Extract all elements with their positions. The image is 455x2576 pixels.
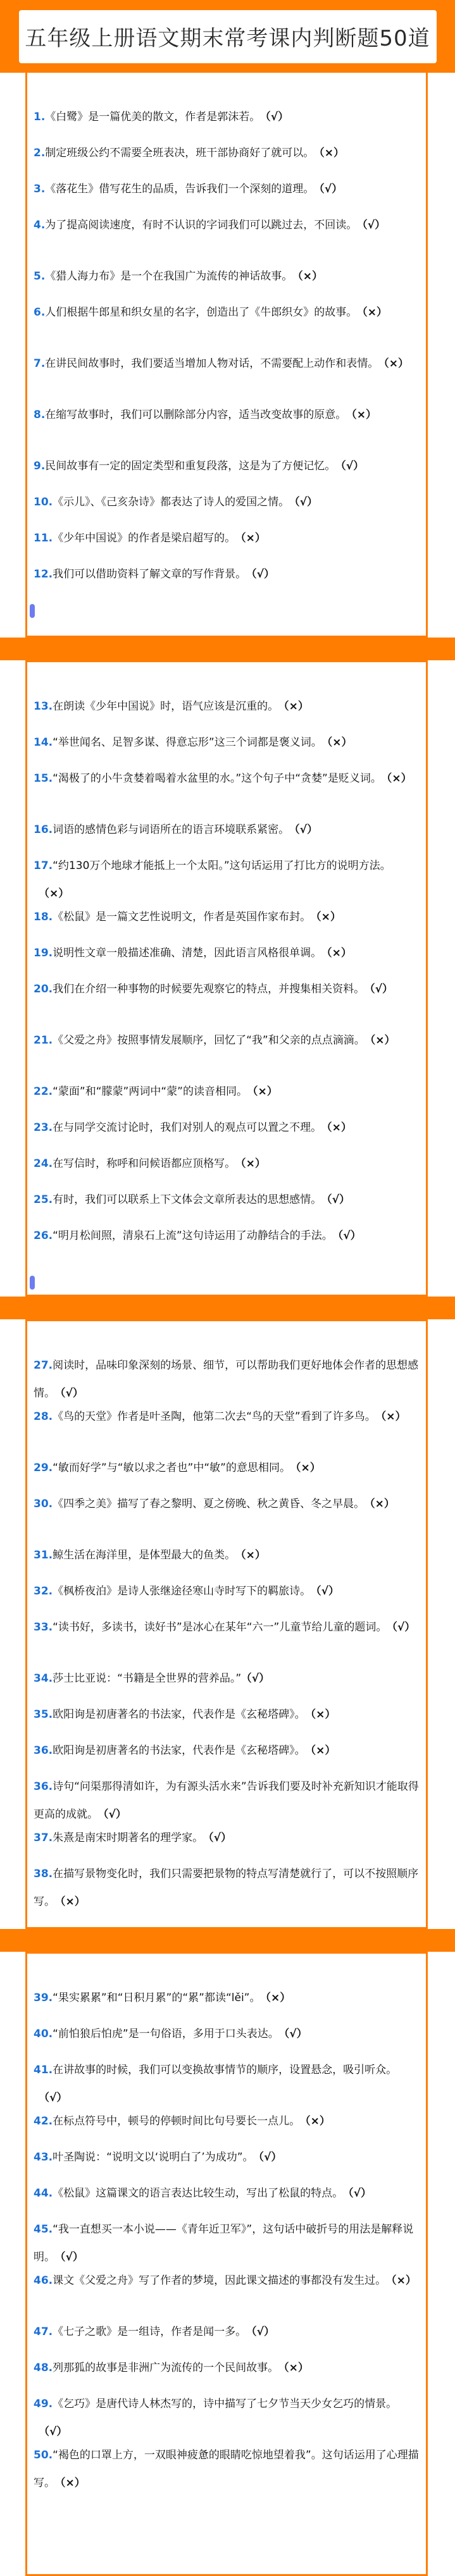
question-number: 15. [34,772,53,785]
question-item [34,1701,420,1729]
question-number: 24. [34,1157,53,1170]
answer-mark: （√） [39,2092,68,2104]
question-text: 《枫桥夜泊》是诗人张继途径寒山寺时写下的羁旅诗。 [53,1585,311,1598]
bullet-marker [30,1276,35,1290]
question-item [34,452,420,480]
answer-mark: （×） [370,1034,396,1047]
question-item [34,903,420,931]
question-text: 词语的感情色彩与词语所在的语言环境联系紧密。 [53,823,290,836]
question-text: 莎士比亚说：“书籍是全世界的营养品。” [53,1672,242,1685]
question-text: “约130万个地球才能抵上一个太阳。”这句话运用了打比方的说明方法。 [53,860,391,872]
question-number: 12. [34,568,53,581]
question-item [34,1222,420,1250]
question-item [34,2215,420,2271]
question-number: 11. [34,532,53,545]
question-number: 50. [34,2449,53,2462]
question-text: 说明性文章一般描述准确、清楚，因此语言风格很单调。 [53,947,322,959]
question-item [34,2318,420,2346]
answer-mark: （×） [252,1085,278,1098]
separator-band [0,1929,455,1952]
question-text: 在缩写故事时，我们可以删除部分内容，适当改变故事的原意。 [45,409,347,421]
question-text: “我一直想买一本小说——《青年近卫军》”，这句话中破折号的用法是解释说明。 [34,2223,414,2264]
question-number: 19. [34,947,53,959]
question-text: 《父爱之舟》按照事情发展顺序，回忆了“我”和父亲的点点滴滴。 [53,1034,365,1047]
question-item [34,1737,420,1765]
answer-mark: （×） [284,2362,309,2374]
question-item [34,350,420,378]
answer-mark: （×） [391,2274,416,2287]
question-text: 《落花生》借写花生的品质，告诉我们一个深刻的道理。 [45,183,315,195]
question-text: 《四季之美》描写了春之黎明、夏之傍晚、秋之黄昏、冬之早晨。 [53,1498,365,1510]
question-number: 26. [34,1229,53,1242]
answer-mark: （√） [319,183,343,195]
question-number: 23. [34,1121,53,1134]
answer-mark: （√） [362,219,386,231]
answer-mark: （×） [305,2115,330,2128]
question-item [34,1078,420,1106]
answer-mark: （×） [370,1498,395,1510]
question-text: 《示儿》、《己亥杂诗》都表达了诗人的爱国之情。 [53,496,290,508]
answer-mark: （×） [351,409,377,421]
answer-mark: （√） [294,823,318,836]
question-number: 18. [34,911,53,923]
question-number: 7. [34,357,46,370]
question-item [34,693,420,720]
answer-mark: （√） [258,2151,282,2164]
question-number: 31. [34,1549,53,1562]
question-number: 27. [34,1359,53,1372]
question-item [34,1403,420,1431]
question-number: 5. [34,270,46,283]
question-number: 40. [34,2028,53,2040]
question-number: 36. [34,1744,53,1757]
question-item [34,401,420,429]
question-number: 36. [34,1780,53,1793]
answer-mark: （×） [383,357,409,370]
answer-mark: （×） [327,1121,352,1134]
question-item [34,2441,420,2497]
question-number: 32. [34,1585,53,1598]
question-item [34,262,420,290]
question-item [34,1577,420,1605]
question-text: 在描写景物变化时，我们只需要把景物的特点写清楚就行了，可以不按照顺序写。 [34,1868,419,1908]
question-item [34,2020,420,2048]
answer-mark: （√） [60,1387,84,1400]
answer-mark: （×） [284,700,309,713]
answer-mark: （√） [340,460,365,472]
question-text: “蒙面”和“朦蒙”两词中“蒙”的读音相同。 [53,1085,247,1098]
question-text: 在与同学交流讨论时，我们对别人的观点可以置之不理。 [53,1121,322,1134]
answer-mark: （×） [39,887,70,900]
question-number: 2. [34,147,46,159]
question-item [34,1613,420,1641]
question-number: 29. [34,1462,53,1474]
question-text: 在讲民间故事时，我们要适当增加人物对话，不需要配上动作和表情。 [45,357,379,370]
answer-mark: （×） [319,147,345,159]
question-text: 制定班级公约不需要全班表决，班干部协商好了就可以。 [45,147,315,159]
question-item [34,1454,420,1482]
question-item [34,1665,420,1692]
question-section-1 [25,73,428,638]
answer-mark: （×） [380,1410,406,1423]
answer-mark: （×） [265,1992,291,2004]
answer-mark: （√） [246,1672,270,1685]
question-item [34,765,420,792]
question-text: 叶圣陶说：“说明文以‘说明白了’为成功”。 [53,2151,254,2164]
question-item [34,2107,420,2135]
question-number: 34. [34,1672,53,1685]
question-number: 46. [34,2274,53,2287]
question-number: 17. [34,860,53,872]
question-number: 14. [34,736,53,749]
answer-mark: （×） [362,306,388,319]
question-item [34,1984,420,2012]
question-text: “举世闻名、足智多谋、得意忘形”这三个词都是褒义词。 [53,736,322,749]
question-item [34,816,420,844]
question-number: 4. [34,219,46,231]
question-number: 3. [34,183,46,195]
question-text: 为了提高阅读速度，有时不认识的字词我们可以跳过去，不回读。 [45,219,358,231]
question-item [34,2354,420,2382]
answer-mark: （×） [327,736,352,749]
question-text: 列那狐的故事是非洲广为流传的一个民间故事。 [53,2362,279,2374]
question-number: 44. [34,2187,53,2200]
question-text: “褐色的口罩上方，一双眼神疲惫的眼睛吃惊地望着我”。这句话运用了心理描写。 [34,2449,419,2489]
question-text: 欧阳询是初唐著名的书法家，代表作是《玄秘塔碑》。 [53,1744,306,1757]
question-number: 48. [34,2362,53,2374]
question-text: “读书好，多读书，读好书”是冰心在某年“六一”儿童节给儿童的题词。 [53,1621,387,1634]
question-item [34,2390,420,2446]
question-text: 《乞巧》是唐代诗人林杰写的，诗中描写了七夕节当天少女乞巧的情景。 [53,2398,397,2410]
answer-mark: （√） [392,1621,416,1634]
question-item [34,1860,420,1916]
question-number: 38. [34,1868,53,1880]
question-number: 21. [34,1034,53,1047]
question-text: 在写信时，称呼和问候语都应顶格写。 [53,1157,236,1170]
question-text: “明月松间照，清泉石上流”这句诗运用了动静结合的手法。 [53,1229,333,1242]
answer-mark: （×） [316,911,341,923]
question-item [34,1186,420,1214]
bullet-marker [30,604,35,618]
answer-mark: （√） [327,1193,350,1206]
answer-mark: （√） [337,1229,361,1242]
answer-mark: （√） [103,1808,127,1821]
answer-mark: （×） [240,532,266,545]
question-text: 欧阳询是初唐著名的书法家，代表作是《玄秘塔碑》。 [53,1708,306,1721]
question-number: 16. [34,823,53,836]
question-text: 民间故事有一定的固定类型和重复段落，这是为了方便记忆。 [45,460,336,472]
question-item [34,2179,420,2207]
separator-band [0,1297,455,1319]
question-text: 诗句“问渠那得清如许，为有源头活水来”告诉我们要及时补充新知识才能取得更高的成就。 [34,1780,419,1821]
question-text: 人们根据牛郎星和织女星的名字，创造出了《牛郎织女》的故事。 [45,306,358,319]
question-number: 6. [34,306,46,319]
question-text: “前怕狼后怕虎”是一句俗语，多用于口头表达。 [53,2028,279,2040]
question-text: 《猎人海力布》是一个在我国广为流传的神话故事。 [45,270,293,283]
question-item [34,139,420,167]
question-item [34,211,420,239]
question-number: 45. [34,2223,53,2236]
answer-mark: （×） [310,1744,336,1757]
question-item [34,729,420,756]
question-number: 22. [34,1085,53,1098]
question-text: 《七子之歌》是一组诗，作者是闻一多。 [53,2326,247,2338]
answer-mark: （√） [294,496,318,508]
answer-mark: （√） [316,1585,339,1598]
question-item [34,299,420,326]
question-text: 有时，我们可以联系上下文体会文章所表达的思想感情。 [53,1193,322,1206]
separator-band [0,638,455,660]
answer-mark: （√） [39,2425,68,2438]
answer-mark: （√） [251,2326,275,2338]
question-item [34,1773,420,1828]
question-text: 在讲故事的时候，我们可以变换故事情节的顺序，设置悬念，吸引听众。 [53,2064,397,2076]
question-number: 9. [34,460,46,472]
question-number: 10. [34,496,53,508]
question-number: 37. [34,1832,53,1844]
question-text: “果实累累”和“日积月累”的“累”都读“lěi”。 [53,1992,261,2004]
question-number: 33. [34,1621,53,1634]
title-box [19,10,437,63]
question-item [34,1114,420,1142]
question-item [34,1026,420,1054]
question-item [34,1150,420,1178]
question-item [34,488,420,516]
answer-mark: （×） [295,1462,321,1474]
answer-mark: （×） [386,772,412,785]
question-text: 朱熹是南宋时期著名的理学家。 [53,1832,204,1844]
question-text: “渴极了的小牛贪婪着喝着水盆里的水。”这个句子中“贪婪”是贬义词。 [53,772,382,785]
question-number: 47. [34,2326,53,2338]
question-item [34,2267,420,2295]
question-item [34,975,420,1003]
question-number: 41. [34,2064,53,2076]
question-section-3 [25,1319,428,1929]
answer-mark: （√） [60,2251,84,2264]
question-text: 《鸟的天堂》作者是叶圣陶，他第二次去“鸟的天堂”看到了许多鸟。 [53,1410,376,1423]
question-number: 42. [34,2115,53,2128]
answer-mark: （√） [265,111,289,123]
question-number: 13. [34,700,53,713]
answer-mark: （×） [60,1895,85,1908]
question-item [34,1490,420,1518]
question-item [34,524,420,552]
answer-mark: （×） [310,1708,336,1721]
question-item [34,2056,420,2112]
answer-mark: （×） [327,947,352,959]
answer-mark: （√） [208,1832,232,1844]
question-item [34,2143,420,2171]
question-number: 28. [34,1410,53,1423]
question-item [34,1541,420,1569]
question-number: 43. [34,2151,53,2164]
question-text: 《白鹭》是一篇优美的散文，作者是郭沫若。 [45,111,261,123]
answer-mark: （√） [251,568,275,581]
title-banner [0,0,455,73]
question-item [34,852,420,908]
answer-mark: （×） [240,1157,266,1170]
question-section-2 [25,660,428,1297]
question-number: 39. [34,1992,53,2004]
question-text: 阅读时，品味印象深刻的场景、细节，可以帮助我们更好地体会作者的思想感情。 [34,1359,419,1400]
question-item [34,1352,420,1407]
answer-mark: （×） [240,1549,266,1562]
question-number: 20. [34,983,53,995]
question-text: 《松鼠》是一篇文艺性说明文，作者是英国作家布封。 [53,911,311,923]
answer-mark: （√） [370,983,393,995]
question-item [34,175,420,203]
question-text: 在朗读《少年中国说》时，语气应该是沉重的。 [53,700,279,713]
question-number: 30. [34,1498,53,1510]
question-text: 课文《父爱之舟》写了作者的梦境，因此课文描述的事都没有发生过。 [53,2274,387,2287]
answer-mark: （×） [60,2477,85,2489]
answer-mark: （×） [297,270,323,283]
question-item [34,1824,420,1852]
question-text: 《少年中国说》的作者是梁启超写的。 [53,532,236,545]
answer-mark: （√） [348,2187,371,2200]
question-text: “敏而好学”与“敏以求之者也”中“敏”的意思相同。 [53,1462,290,1474]
question-number: 25. [34,1193,53,1206]
question-text: 在标点符号中，顿号的停顿时间比句号要长一点儿。 [53,2115,301,2128]
answer-mark: （√） [284,2028,308,2040]
question-text: 鲸生活在海洋里，是体型最大的鱼类。 [53,1549,236,1562]
question-text: 我们在介绍一种事物的时候要先观察它的特点，并搜集相关资料。 [53,983,365,995]
question-text: 我们可以借助资料了解文章的写作背景。 [53,568,247,581]
question-item [34,103,420,131]
question-number: 1. [34,111,46,123]
page-title: 五年级上册语文期末常考课内判断题50道 [25,26,430,51]
question-number: 8. [34,409,46,421]
question-number: 35. [34,1708,53,1721]
question-item [34,939,420,967]
question-text: 《松鼠》这篇课文的语言表达比较生动，写出了松鼠的特点。 [53,2187,344,2200]
question-section-4 [25,1952,428,2576]
question-number: 49. [34,2398,53,2410]
question-item [34,560,420,588]
